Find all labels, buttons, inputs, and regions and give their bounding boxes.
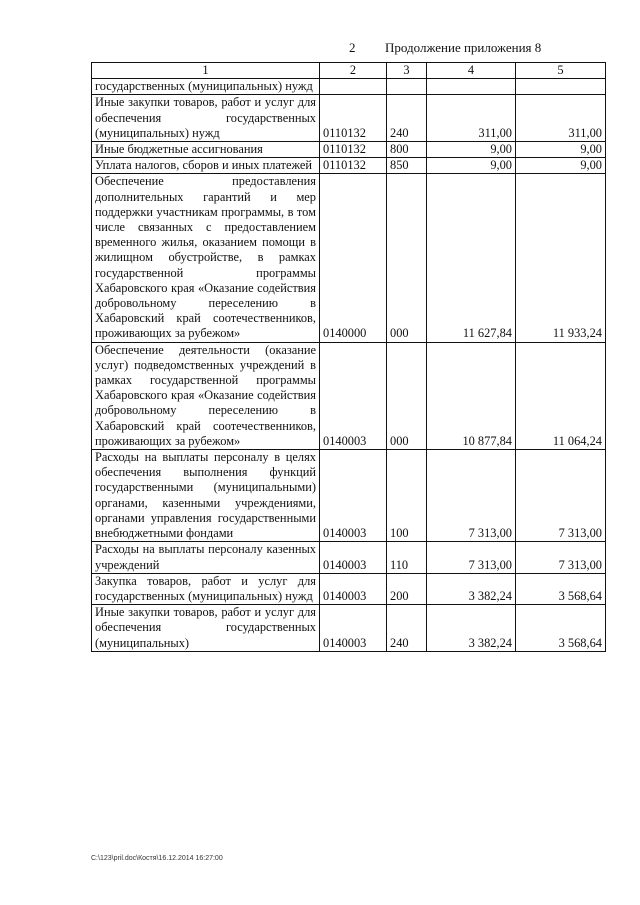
row-amount-2014-cell: 7 313,00 (427, 450, 516, 542)
column-header: 4 (427, 63, 516, 79)
row-amount-2015-cell: 11 064,24 (516, 342, 606, 449)
row-amount-2014-cell: 3 382,24 (427, 573, 516, 604)
row-amount-2015-cell: 9,00 (516, 158, 606, 174)
row-code-cell (320, 79, 387, 95)
row-type-cell: 100 (387, 450, 427, 542)
row-name-cell: Закупка товаров, работ и услуг для государственных (муниципальных) нужд (92, 573, 320, 604)
row-amount-2014-cell: 311,00 (427, 95, 516, 142)
table-row (92, 605, 606, 652)
row-type-cell: 000 (387, 174, 427, 342)
row-name-cell: Иные закупки товаров, работ и услуг для обеспечения государственных (муниципальных) (92, 605, 320, 652)
row-amount-2015-cell: 7 313,00 (516, 542, 606, 573)
table-row (92, 142, 606, 158)
file-path-footer: C:\123\pril.doc\Костя\16.12.2014 16:27:00 (91, 855, 223, 862)
column-header: 5 (516, 63, 606, 79)
row-name-cell: Иные бюджетные ассигнования (92, 142, 320, 158)
table-row (92, 450, 606, 542)
continuation-title: Продолжение приложения 8 (385, 40, 542, 55)
row-type-cell: 240 (387, 95, 427, 142)
row-name-cell: Уплата налогов, сборов и иных платежей (92, 158, 320, 174)
row-code-cell: 0140000 (320, 174, 387, 342)
table-row (92, 342, 606, 449)
row-amount-2014-cell: 11 627,84 (427, 174, 516, 342)
table-row (92, 174, 606, 342)
row-amount-2015-cell: 7 313,00 (516, 450, 606, 542)
row-amount-2015-cell: 311,00 (516, 95, 606, 142)
table-row (92, 95, 606, 142)
table-row (92, 158, 606, 174)
row-code-cell: 0140003 (320, 573, 387, 604)
row-name-cell: государственных (муниципальных) нужд (92, 79, 320, 95)
row-type-cell: 200 (387, 573, 427, 604)
row-code-cell: 0110132 (320, 142, 387, 158)
table-row (92, 573, 606, 604)
column-header: 1 (92, 63, 320, 79)
row-type-cell: 240 (387, 605, 427, 652)
row-code-cell: 0140003 (320, 450, 387, 542)
row-code-cell: 0140003 (320, 542, 387, 573)
row-amount-2014-cell: 10 877,84 (427, 342, 516, 449)
row-code-cell: 0110132 (320, 95, 387, 142)
row-code-cell: 0140003 (320, 342, 387, 449)
row-code-cell: 0110132 (320, 158, 387, 174)
row-name-cell: Иные закупки товаров, работ и услуг для обеспечения государственных (муниципальных) нужд (92, 95, 320, 142)
table-row (92, 79, 606, 95)
row-amount-2015-cell: 3 568,64 (516, 573, 606, 604)
row-amount-2015-cell: 9,00 (516, 142, 606, 158)
row-amount-2014-cell: 9,00 (427, 158, 516, 174)
table-row (92, 542, 606, 573)
table-header-row (92, 63, 606, 79)
row-amount-2014-cell (427, 79, 516, 95)
row-amount-2014-cell: 7 313,00 (427, 542, 516, 573)
row-type-cell: 110 (387, 542, 427, 573)
row-amount-2015-cell (516, 79, 606, 95)
row-amount-2015-cell: 11 933,24 (516, 174, 606, 342)
row-code-cell: 0140003 (320, 605, 387, 652)
row-type-cell: 850 (387, 158, 427, 174)
page-number: 2 (349, 40, 356, 55)
row-amount-2014-cell: 9,00 (427, 142, 516, 158)
row-type-cell (387, 79, 427, 95)
row-name-cell: Расходы на выплаты персоналу в целях обеспечения выполнения функций государственными (муниципальными) органами, казенными учреждениями, органами управления государственными внебюджетными фондами (92, 450, 320, 542)
column-header: 3 (387, 63, 427, 79)
row-type-cell: 800 (387, 142, 427, 158)
row-amount-2015-cell: 3 568,64 (516, 605, 606, 652)
row-amount-2014-cell: 3 382,24 (427, 605, 516, 652)
row-name-cell: Расходы на выплаты персоналу казенных учреждений (92, 542, 320, 573)
row-name-cell: Обеспечение деятельности (оказание услуг) подведомственных учреждений в рамках государственной программы Хабаровского края «Оказание содействия добровольному переселению в Хабаровский край соотечественников, проживающих за рубежом» (92, 342, 320, 449)
column-header: 2 (320, 63, 387, 79)
row-type-cell: 000 (387, 342, 427, 449)
budget-table (91, 62, 606, 652)
page-header (0, 40, 640, 58)
row-name-cell: Обеспечение предоставления дополнительных гарантий и мер поддержки участникам программы, в том числе связанных с предоставлением временного жилья, оказанием помощи в жилищном обустройстве, в рамках государственной программы Хабаровского края «Оказание содействия добровольному переселению в Хабаровский край соотечественников, проживающих за рубежом» (92, 174, 320, 342)
